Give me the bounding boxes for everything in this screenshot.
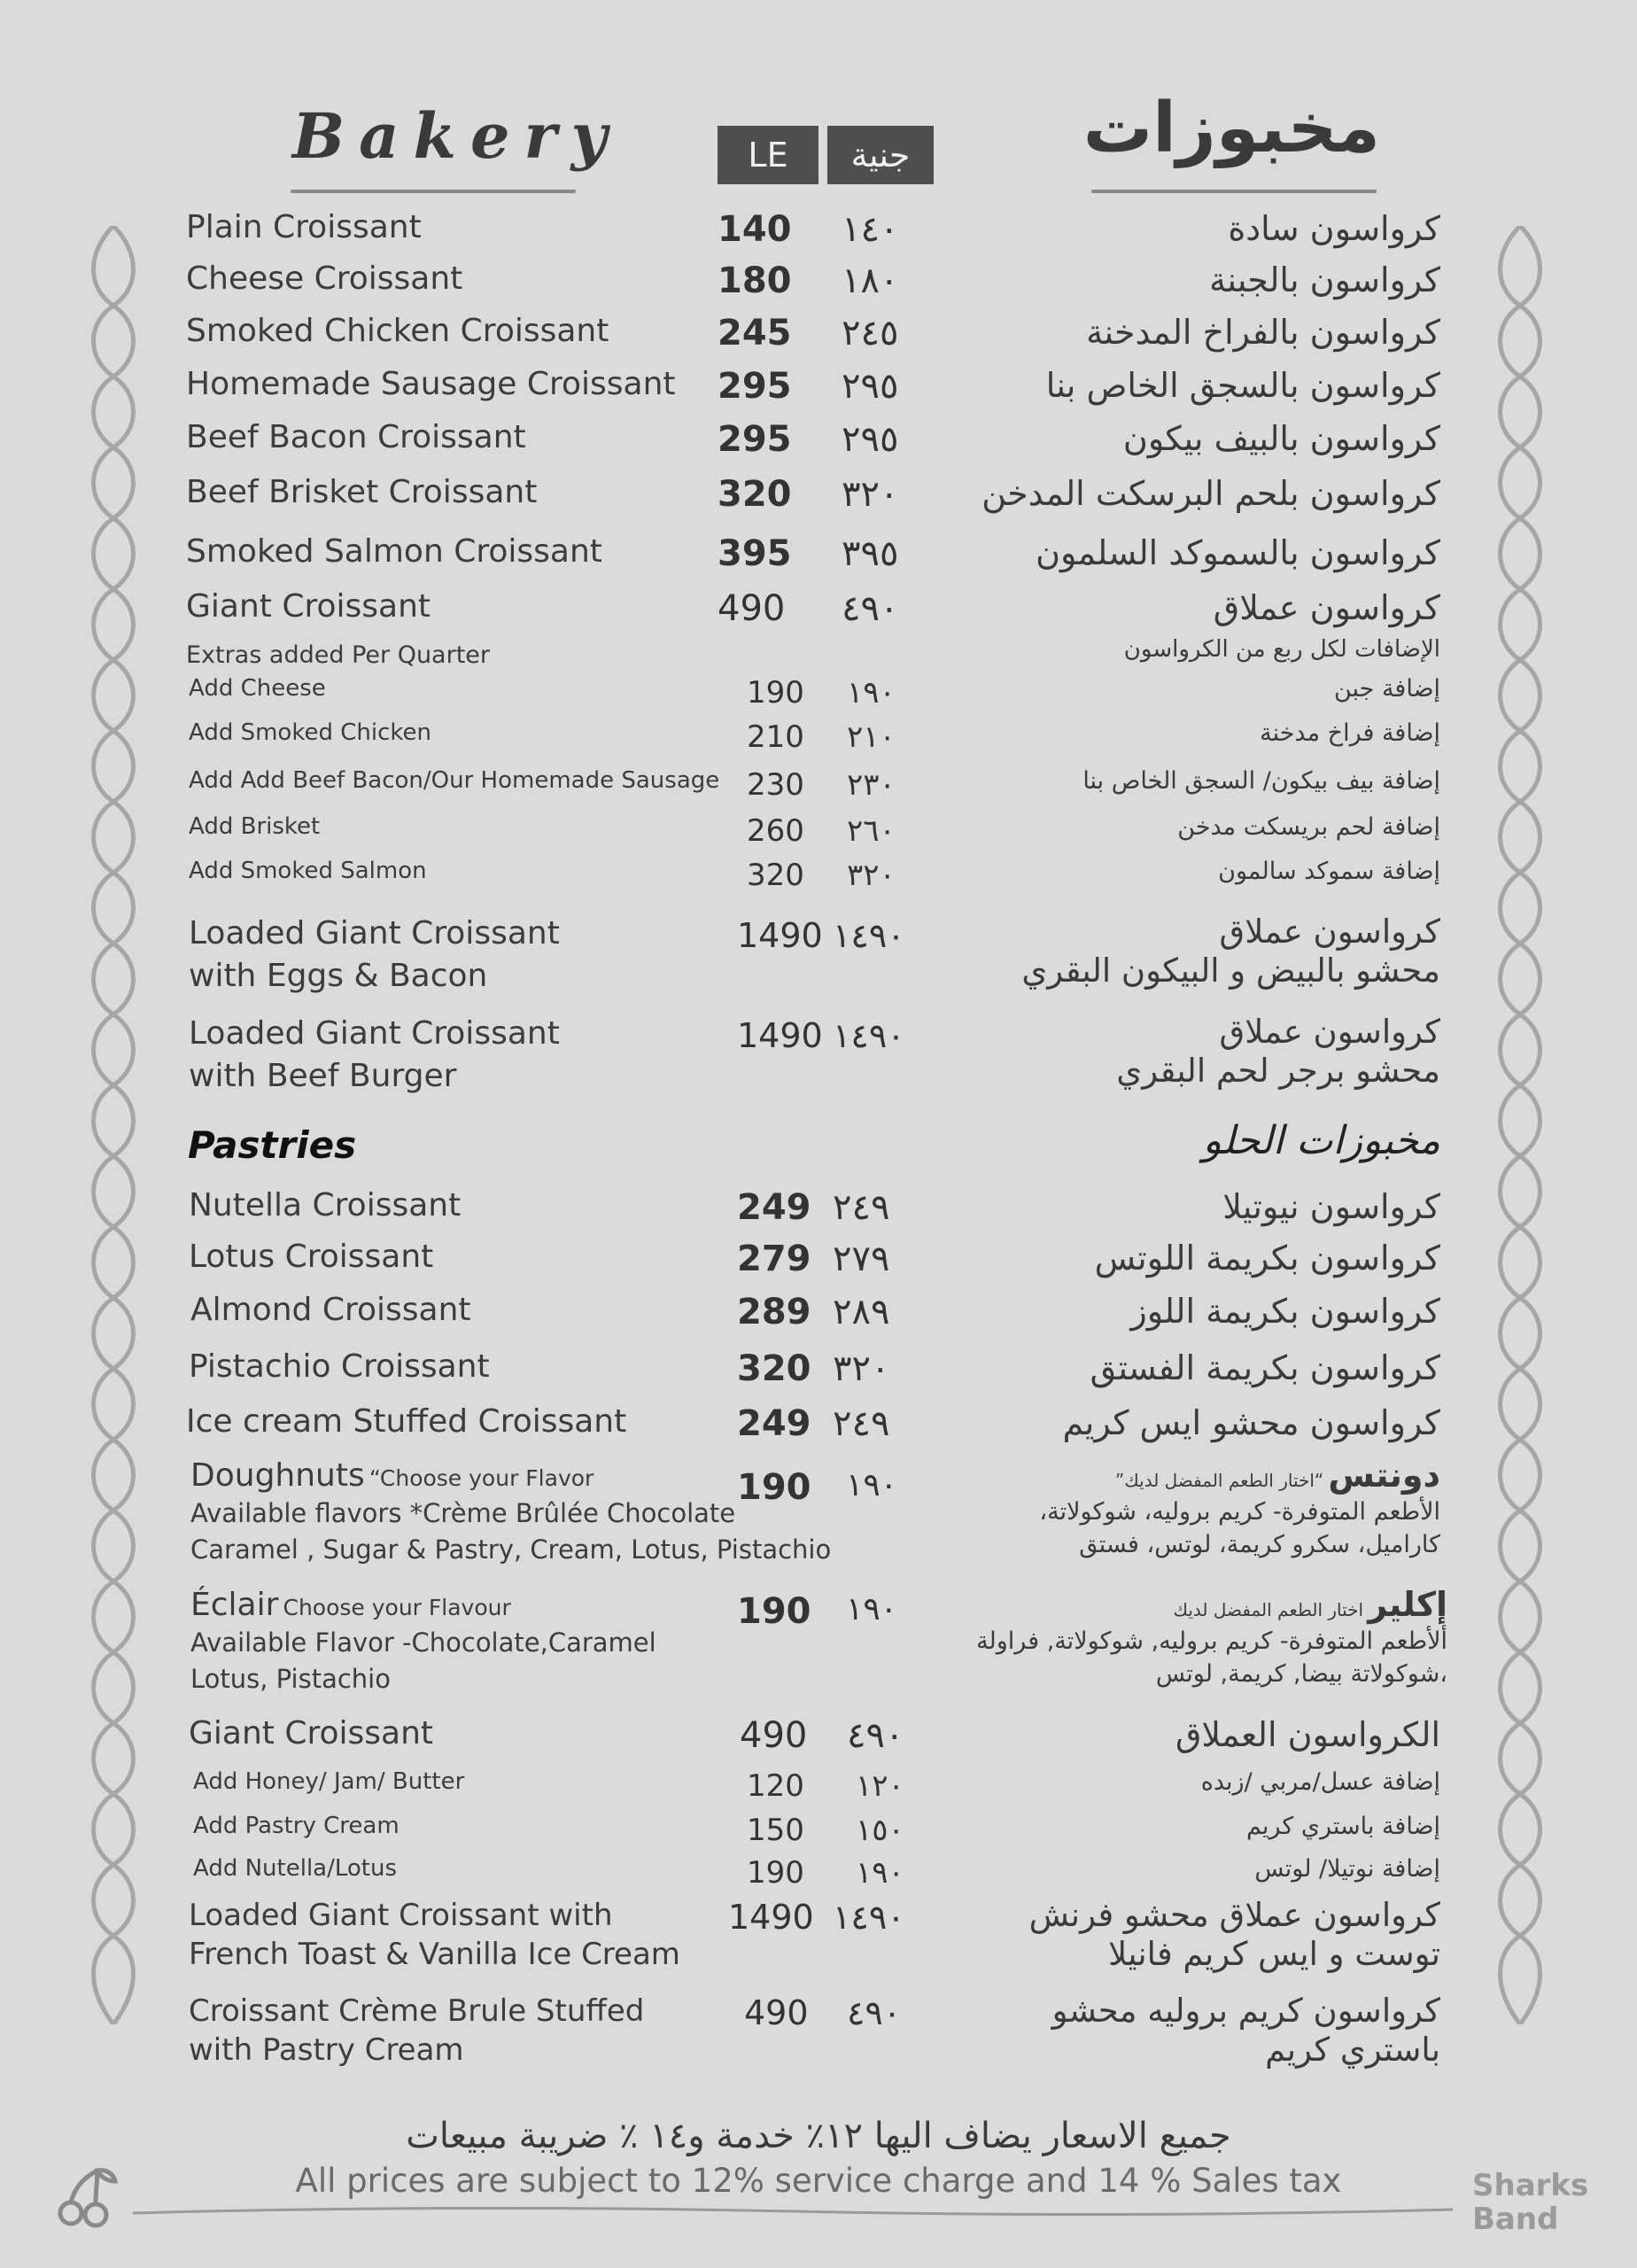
item-price: 150 [747,1813,804,1848]
currency-label-en: LE [718,126,818,184]
item-price-ar: ٣٢٠ [847,858,896,893]
footer-tax-note-en: All prices are subject to 12% service charge and 14 % Sales tax [295,2162,1342,2200]
item-name-ar: كرواسون بكريمة الفستق [1090,1348,1440,1387]
extras-note-en: Extras added Per Quarter [186,641,490,669]
item-name-ar: إضافة عسل/مربي /زبده [1200,1768,1440,1796]
title-underline-ar [1091,190,1377,193]
item-price-ar: ١٤٩٠ [833,916,905,955]
item-price-ar: ٢٩٥ [842,419,899,460]
item-name-line2: with Eggs & Bacon [189,958,488,994]
item-name-ar: دونتس [1328,1456,1440,1495]
item-price: 1490 [737,916,823,955]
right-ornament [1476,226,1564,2024]
item-price-ar: ٢٩٥ [842,366,899,407]
left-ornament [69,226,158,2024]
item-price: 490 [718,588,786,629]
item-price-ar: ٤٩٠ [847,1715,904,1756]
item-description-ar [1039,1456,1440,1563]
item-name-ar: الكرواسون العملاق [1175,1715,1440,1754]
item-name-line1: Loaded Giant Croissant [189,1015,560,1052]
item-price: 190 [737,1467,811,1508]
item-price: 395 [718,533,792,574]
item-name-ar: إضافة سموكد سالمون [1218,858,1440,885]
item-name-en: Smoked Salmon Croissant [186,533,602,570]
item-name-line2: with Beef Burger [189,1058,457,1094]
item-name-ar-line2: محشو برجر لحم البقري [1116,1052,1440,1090]
item-flavors-line-ar: ،شوكولاتة بيضا, كريمة, لوتس [1155,1660,1447,1688]
item-choose-note: Choose your Flavour [283,1595,511,1620]
item-price-ar: ١٩٠ [846,1591,898,1627]
item-price-ar: ١٤٩٠ [833,1898,905,1937]
item-name-en: Beef Bacon Croissant [186,419,526,455]
item-price-ar: ٣٩٥ [842,533,899,574]
item-description-ar [976,1585,1447,1692]
item-price: 289 [737,1292,811,1332]
item-name-en: Add Nutella/Lotus [193,1855,398,1882]
brand-logo [1472,2169,1588,2236]
item-name-ar [1116,1013,1440,1091]
item-name-ar [1021,913,1440,990]
page-title-en: Bakery [292,99,622,173]
item-price-ar: ٢٨٩ [833,1292,890,1332]
item-name-ar: إضافة باستري كريم [1246,1813,1440,1840]
item-name-ar: كرواسون نيوتيلا [1222,1187,1440,1226]
item-name-en: Pistachio Croissant [189,1348,490,1385]
item-price: 295 [718,419,792,460]
item-name-en: Giant Croissant [189,1715,434,1751]
item-name-ar-line1: كرواسون عملاق [1219,1013,1440,1051]
item-name-en [189,1896,680,1974]
item-name-en: Plain Croissant [186,209,422,245]
item-price: 320 [718,474,792,515]
footer-tax-note-ar: جميع الاسعار يضاف اليها ١٢٪ خدمة و١٤ ٪ ضريبة مبيعات [406,2116,1231,2156]
item-name-en: Lotus Croissant [189,1239,434,1275]
item-price-ar: ٢١٠ [847,719,896,755]
item-price: 279 [737,1239,811,1279]
item-price: 190 [747,1855,804,1891]
brand-name-line1: Sharks [1472,2168,1589,2203]
item-name-line1: Loaded Giant Croissant with [189,1898,613,1933]
item-price: 295 [718,366,792,407]
item-price-ar: ٣٢٠ [833,1348,890,1389]
item-flavors-line: Available flavors *Crème Brûlée Chocolate [190,1498,736,1528]
item-name-en: Nutella Croissant [189,1187,462,1223]
item-price: 180 [718,260,792,301]
item-flavors-line-ar: كاراميل، سكرو كريمة، لوتس، فستق [1079,1531,1440,1558]
item-name-en: Add Pastry Cream [193,1813,400,1839]
item-name-ar: كرواسون بالسجق الخاص بنا [1045,366,1440,405]
item-choose-note-ar: “اختار الطعم المفضل لديك” [1114,1470,1324,1491]
item-name-ar: كرواسون بكريمة اللوز [1130,1292,1440,1331]
item-name-en: Doughnuts [190,1457,365,1494]
item-price-ar: ٢٤٩ [833,1403,890,1444]
item-name-ar: كرواسون سادة [1228,209,1440,248]
item-name-line2: with Pastry Cream [189,2032,464,2068]
item-price-ar: ٢٤٩ [833,1187,890,1228]
item-price: 490 [740,1715,808,1756]
item-name-line1: Croissant Crème Brule Stuffed [189,1993,645,2029]
item-name-en: Almond Croissant [190,1292,471,1328]
item-price-ar: ١٩٠ [856,1855,904,1891]
item-name-en: Giant Croissant [186,588,431,625]
item-description-en [190,1457,832,1570]
item-name-en: Add Smoked Salmon [189,858,427,884]
item-name-ar: كرواسون بالجبنة [1209,260,1440,299]
item-name-en: Add Honey/ Jam/ Butter [193,1768,465,1795]
item-description-en [190,1589,656,1699]
item-name-ar: كرواسون بالفراخ المدخنة [1086,313,1440,352]
item-name-en: Smoked Chicken Croissant [186,313,609,349]
item-price: 320 [747,858,804,893]
item-price: 490 [744,1993,809,2032]
item-name-en: Add Add Beef Bacon/Our Homemade Sausage [189,767,720,794]
title-underline-en [291,190,576,193]
item-price: 1490 [737,1016,823,1055]
item-price: 210 [747,719,804,755]
item-price-ar: ١٨٠ [842,260,899,301]
item-name-ar: إضافة فراخ مدخنة [1260,719,1440,747]
item-name-ar-line2: محشو بالبيض و البيكون البقري [1021,951,1440,990]
item-flavors-line-ar: الأطعم المتوفرة- كريم بروليه، شوكولاتة، [1039,1498,1440,1526]
section-title-en: Pastries [188,1123,357,1167]
item-choose-note-ar: اختار الطعم المفضل لديك [1173,1599,1364,1620]
item-flavors-line: Caramel , Sugar & Pastry, Cream, Lotus, Pistachio [190,1534,832,1565]
item-price-ar: ٢٧٩ [833,1239,890,1279]
brand-name-line2: Band [1472,2202,1559,2237]
item-price: 249 [737,1403,811,1444]
item-name-en: Cheese Croissant [186,260,463,297]
item-price-ar: ١٩٠ [846,1467,898,1503]
item-price-ar: ٢٤٥ [842,313,899,353]
item-price: 190 [737,1591,811,1632]
item-price-ar: ١٩٠ [847,675,896,711]
item-price-ar: ١٤٠ [842,209,899,250]
footer-divider [133,2206,1453,2217]
item-name-ar: كرواسون بكريمة اللوتس [1094,1239,1440,1278]
item-price-ar: ٢٣٠ [847,767,896,803]
item-flavors-line: Available Flavor -Chocolate,Caramel [190,1627,656,1658]
item-name-ar [1029,1896,1440,1974]
item-price: 140 [718,209,792,250]
item-price: 230 [747,767,804,803]
item-name-line2: French Toast & Vanilla Ice Cream [189,1937,680,1972]
item-name-en [189,1013,560,1098]
item-price: 249 [737,1187,811,1228]
extras-note-ar: الإضافات لكل ربع من الكرواسون [1123,636,1440,663]
item-price: 190 [747,675,804,711]
item-price: 1490 [728,1898,814,1937]
item-price: 245 [718,313,792,353]
item-name-en [189,913,560,998]
item-name-ar: كرواسون محشو ايس كريم [1062,1403,1440,1442]
item-name-ar: إضافة لحم بريسكت مدخن [1177,813,1440,841]
item-price-ar: ٣٢٠ [842,474,899,515]
item-name-ar: كرواسون بالبيف بيكون [1122,419,1440,458]
item-name-en [189,1992,644,2070]
section-title-ar: مخبوزات الحلو [1202,1118,1440,1163]
item-name-en: Ice cream Stuffed Croissant [186,1403,627,1440]
cherries-logo-icon [51,2162,122,2233]
item-name-ar: إضافة نوتيلا/ لوتس [1254,1855,1440,1883]
item-name-ar: إضافة بيف بيكون/ السجق الخاص بنا [1082,767,1440,795]
item-name-ar-line1: كرواسون عملاق محشو فرنش [1028,1896,1440,1934]
item-name-en: Add Cheese [189,675,326,702]
item-name-ar-line1: كرواسون عملاق [1219,913,1440,951]
item-name-ar: إضافة جبن [1333,675,1440,703]
item-choose-note: “Choose your Flavor [369,1465,594,1491]
item-flavors-line: Lotus, Pistachio [190,1664,391,1694]
item-name-en: Éclair [190,1587,279,1623]
item-price: 320 [737,1348,811,1389]
item-name-en: Add Brisket [189,813,321,840]
item-name-en: Beef Brisket Croissant [186,474,538,510]
item-price-ar: ٤٩٠ [847,1993,902,2032]
item-price-ar: ٤٩٠ [842,588,899,629]
item-price-ar: ١٤٩٠ [833,1016,905,1055]
item-price-ar: ١٢٠ [856,1768,904,1804]
item-name-ar: إكلير [1368,1585,1447,1624]
item-name-en: Homemade Sausage Croissant [186,366,676,402]
item-name-ar: كرواسون بالسموكد السلمون [1036,533,1440,572]
item-name-ar [1052,1992,1440,2070]
item-price: 120 [747,1768,804,1804]
item-price: 260 [747,813,804,849]
item-price-ar: ٢٦٠ [847,813,896,849]
item-name-ar-line2: باستري كريم [1265,2031,1440,2069]
item-name-en: Add Smoked Chicken [189,719,431,746]
item-flavors-line-ar: ألأطعم المتوفرة- كريم بروليه, شوكولاتة, فراولة [976,1627,1447,1655]
item-price-ar: ١٥٠ [856,1813,904,1848]
item-name-ar: كرواسون بلحم البرسكت المدخن [981,474,1440,513]
item-name-line1: Loaded Giant Croissant [189,915,560,951]
page-title-ar: مخبوزات [1082,89,1380,168]
item-name-ar-line1: كرواسون كريم بروليه محشو [1051,1992,1440,2030]
item-name-ar-line2: توست و ايس كريم فانيلا [1108,1935,1440,1973]
currency-label-ar: جنية [827,126,934,184]
item-name-ar: كرواسون عملاق [1213,588,1440,627]
